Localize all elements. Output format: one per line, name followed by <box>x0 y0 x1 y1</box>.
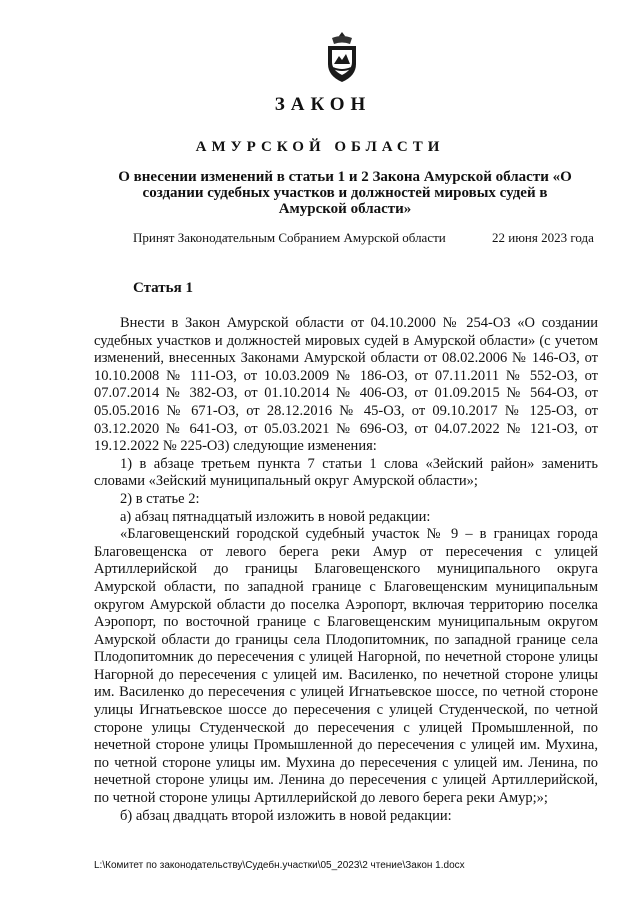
law-subject: О внесении изменений в статьи 1 и 2 Закона Амурской области «О создании судебных участков и должностей мировых судей в Амурской области» <box>118 169 572 217</box>
region-title: АМУРСКОЙ ОБЛАСТИ <box>195 139 445 155</box>
paragraph: 1) в абзаце третьем пункта 7 статьи 1 слова «Зейский район» заменить словами «Зейский муниципальный округ Амурской области»; <box>94 455 598 490</box>
file-path-footer: L:\Комитет по законодательству\Судебн.участки\05_2023\2 чтение\Закон 1.docx <box>94 860 465 871</box>
article-heading: Статья 1 <box>133 280 193 296</box>
law-title: ЗАКОН <box>274 94 372 115</box>
coat-of-arms-icon <box>324 30 360 84</box>
adoption-date: 22 июня 2023 года <box>492 230 594 245</box>
adopted-by: Принят Законодательным Собранием Амурской области <box>133 230 446 245</box>
paragraph: Внести в Закон Амурской области от 04.10.2000 № 254-ОЗ «О создании судебных участков и должностей мировых судей в Амурской области» (с учетом изменений, внесенных Законами Амурской области от 08.02.2006 № 146-ОЗ, от 10.10.2008 № 111-ОЗ, от 10.03.2009 № 186-ОЗ, от 07.11.2011 № 552-ОЗ, от 07.07.2014 № 382-ОЗ, от 01.10.2014 № 406-ОЗ, от 01.09.2015 № 564-ОЗ, от 05.05.2016 № 671-ОЗ, от 28.12.2016 № 45-ОЗ, от 09.10.2017 № 125-ОЗ, от 03.12.2020 № 641-ОЗ, от 05.03.2021 № 696-ОЗ, от 04.07.2022 № 121-ОЗ, от 19.12.2022 № 225-ОЗ) следующие изменения: <box>94 315 598 455</box>
paragraph: «Благовещенский городской судебный участок № 9 – в границах города Благовещенска от левого берега реки Амур от пересечения с улицей Артиллерийской до границы Благовещенского муниципального округа Амурской области, по западной границе с Благовещенским муниципальным округом Амурской области до поселка Аэропорт, включая территорию поселка Аэропорт, по восточной границе с Благовещенским муниципальным округом Амурской области до границы села Плодопитомник, по западной границе села Плодопитомник до пересечения с улицей Нагорной, по нечетной стороне улицы Нагорной до пересечения с улицей им. Василенко, по нечетной стороне улицы им. Василенко до пересечения с улицей Игнатьевское шоссе, по четной стороне улицы Игнатьевское шоссе до пересечения с улицей Студенческой, по четной стороне улицы Студенческой до пересечения с улицей Промышленной, по нечетной стороне улицы Промышленной до пересечения с улицей им. Мухина, по четной стороне улицы им. Мухина до пересечения с улицей им. Ленина, по нечетной стороне улицы им. Ленина до пересечения с улицей Артиллерийской, по четной стороне улицы Артиллерийской до левого берега реки Амур;»; <box>94 526 598 807</box>
article-body <box>94 315 598 825</box>
paragraph: б) абзац двадцать второй изложить в новой редакции: <box>120 807 452 824</box>
paragraph: 2) в статье 2: <box>120 490 200 507</box>
paragraph: а) абзац пятнадцатый изложить в новой редакции: <box>120 508 431 525</box>
